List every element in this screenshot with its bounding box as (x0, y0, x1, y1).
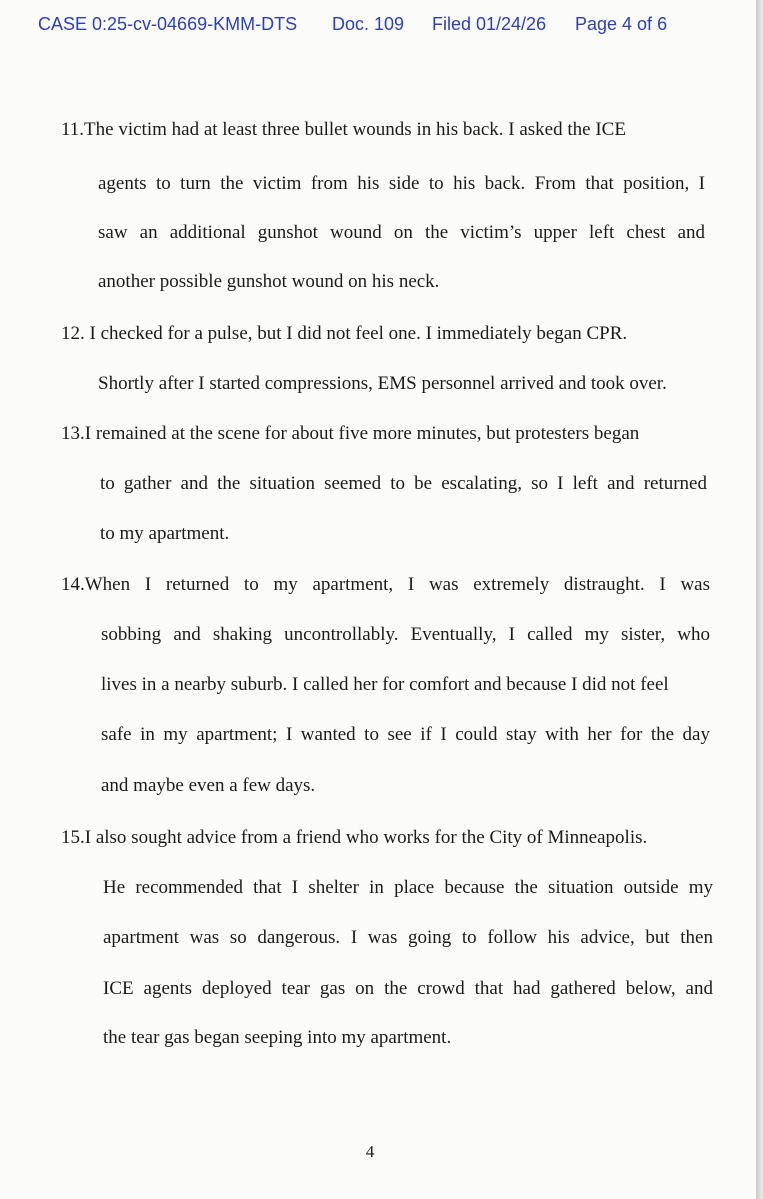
paragraph-line: ICE agents deployed tear gas on the crowd that had gathered below, and (103, 978, 713, 999)
ecf-filing-header (38, 14, 738, 40)
paragraph-line: Shortly after I started compressions, EMS personnel arrived and took over. (98, 373, 667, 394)
paragraph-line: another possible gunshot wound on his neck. (98, 271, 440, 292)
paragraph-number: 14. (61, 574, 85, 595)
paragraph-line: apartment was so dangerous. I was going to follow his advice, but then (103, 927, 713, 948)
paragraph-line: to my apartment. (100, 523, 230, 544)
paragraph-line: I also sought advice from a friend who works for the City of Minneapolis. (84, 827, 648, 848)
paragraph-line: sobbing and shaking uncontrollably. Eventually, I called my sister, who (101, 624, 710, 645)
paragraph-line: I checked for a pulse, but I did not feel one. I immediately began CPR. (89, 323, 628, 344)
paragraph-line: The victim had at least three bullet wounds in his back. I asked the ICE (84, 119, 626, 140)
filed-date: Filed 01/24/26 (432, 14, 547, 34)
paragraph-line: saw an additional gunshot wound on the victim’s upper left chest and (98, 222, 705, 243)
paragraph-line: safe in my apartment; I wanted to see if I could stay with her for the day (101, 724, 710, 745)
paragraph-line: When I returned to my apartment, I was extremely distraught. I was (84, 574, 710, 595)
page-number: 4 (365, 1142, 375, 1161)
paragraph-line: and maybe even a few days. (101, 775, 316, 796)
paragraph-line: agents to turn the victim from his side to his back. From that position, I (98, 173, 705, 194)
page-edge (756, 0, 763, 1199)
case-number: CASE 0:25-cv-04669-KMM-DTS (38, 14, 298, 34)
paragraph-number: 13. (61, 423, 85, 444)
paragraph-number: 11. (61, 119, 85, 140)
paragraph-line: I remained at the scene for about five more minutes, but protesters began (84, 423, 640, 444)
paragraph-number: 12. (61, 323, 85, 344)
document-number: Doc. 109 (332, 14, 405, 34)
paragraph-line: the tear gas began seeping into my apartment. (103, 1027, 452, 1048)
paragraph-line: lives in a nearby suburb. I called her for comfort and because I did not feel (101, 674, 669, 695)
paragraph-line: He recommended that I shelter in place because the situation outside my (103, 877, 713, 898)
paragraph-number: 15. (61, 827, 85, 848)
paragraph-line: to gather and the situation seemed to be escalating, so I left and returned (100, 473, 707, 494)
page-count: Page 4 of 6 (575, 14, 668, 34)
